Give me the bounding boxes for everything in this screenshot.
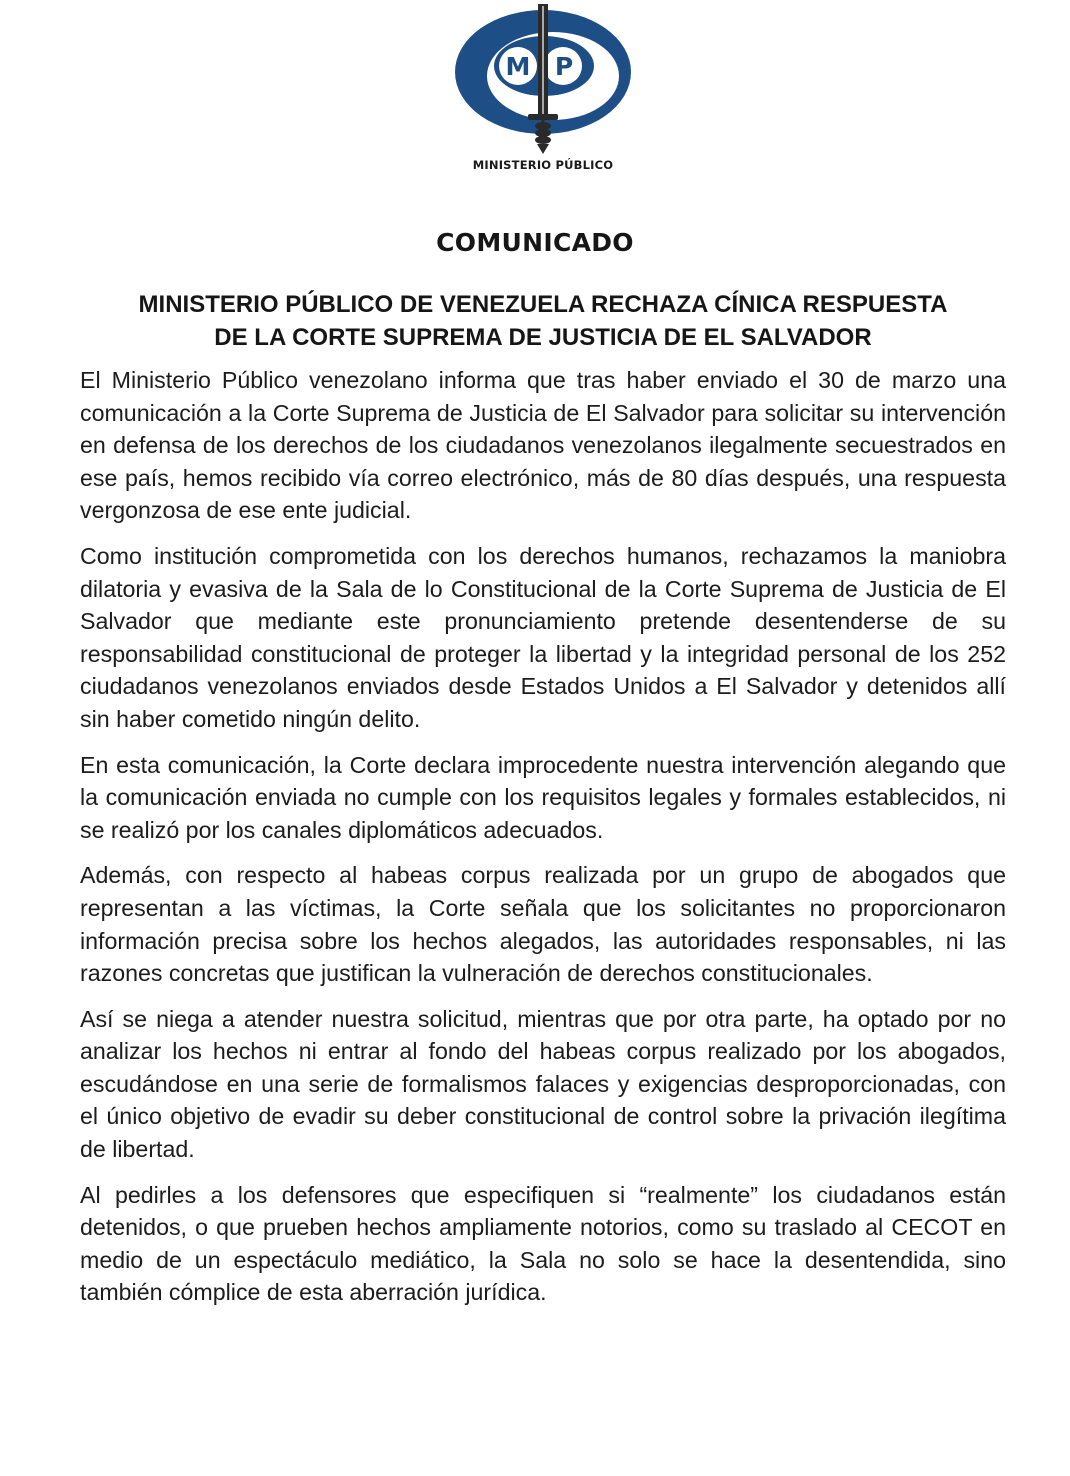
paragraph-2: Como institución comprometida con los derechos humanos, rechazamos la maniobra dilatoria y evasiva de la Sala de lo Constitucional de la Corte Suprema de Justicia de El Salvador que mediante este pronunciamiento pretende desentenderse de su responsabilidad constitucional de proteger la libertad y la integridad personal de los 252 ciudadanos venezolanos enviados desde Estados Unidos a El Salvador y detenidos allí sin haber cometido ningún delito. <box>80 542 1006 732</box>
headline-line-1: MINISTERIO PÚBLICO DE VENEZUELA RECHAZA CÍNICA RESPUESTA <box>138 291 948 318</box>
logo-letter-p: P <box>554 52 574 81</box>
headline-line-2: DE LA CORTE SUPREMA DE JUSTICIA DE EL SALVADOR <box>214 324 872 351</box>
headline <box>60 288 1026 354</box>
paragraph-1: El Ministerio Público venezolano informa que tras haber enviado el 30 de marzo una comunicación a la Corte Suprema de Justicia de El Salvador para solicitar su intervención en defensa de los derechos de los ciudadanos venezolanos ilegalmente secuestrados en ese país, hemos recibido vía correo electrónico, más de 80 días después, una respuesta vergonzosa de ese ente judicial. <box>80 367 1006 524</box>
paragraph-4: Además, con respecto al habeas corpus realizada por un grupo de abogados que representan a las víctimas, la Corte señala que los solicitantes no proporcionaron información precisa sobre los hechos alegados, las autoridades responsables, ni las razones concretas que justifican la vulneración de derechos constitucionales. <box>80 862 1006 987</box>
logo-caption: MINISTERIO PÚBLICO <box>472 158 614 172</box>
paragraph-6: Al pedirles a los defensores que especifiquen si “realmente” los ciudadanos están detenidos, o que prueben hechos ampliamente notorios, como su traslado al CECOT en medio de un espectáculo mediático, la Sala no solo se hace la desentendida, sino también cómplice de esta aberración jurídica. <box>80 1181 1006 1306</box>
document-type-title: COMUNICADO <box>436 228 634 257</box>
paragraph-5: Así se niega a atender nuestra solicitud, mientras que por otra parte, ha optado por no analizar los hechos ni entrar al fondo del habeas corpus realizado por los abogados, escudándose en una serie de formalismos falaces y exigencias desproporcionadas, con el único objetivo de evadir su deber constitucional de control sobre la privación ilegítima de libertad. <box>80 1005 1006 1163</box>
ministerio-publico-seal-icon <box>452 2 634 170</box>
logo-letter-m: M <box>505 52 531 81</box>
document-body <box>80 364 1006 1322</box>
paragraph-3: En esta comunicación, la Corte declara improcedente nuestra intervención alegando que la comunicación enviada no cumple con los requisitos legales y formales establecidos, ni se realizó por los canales diplomáticos adecuados. <box>80 751 1006 843</box>
